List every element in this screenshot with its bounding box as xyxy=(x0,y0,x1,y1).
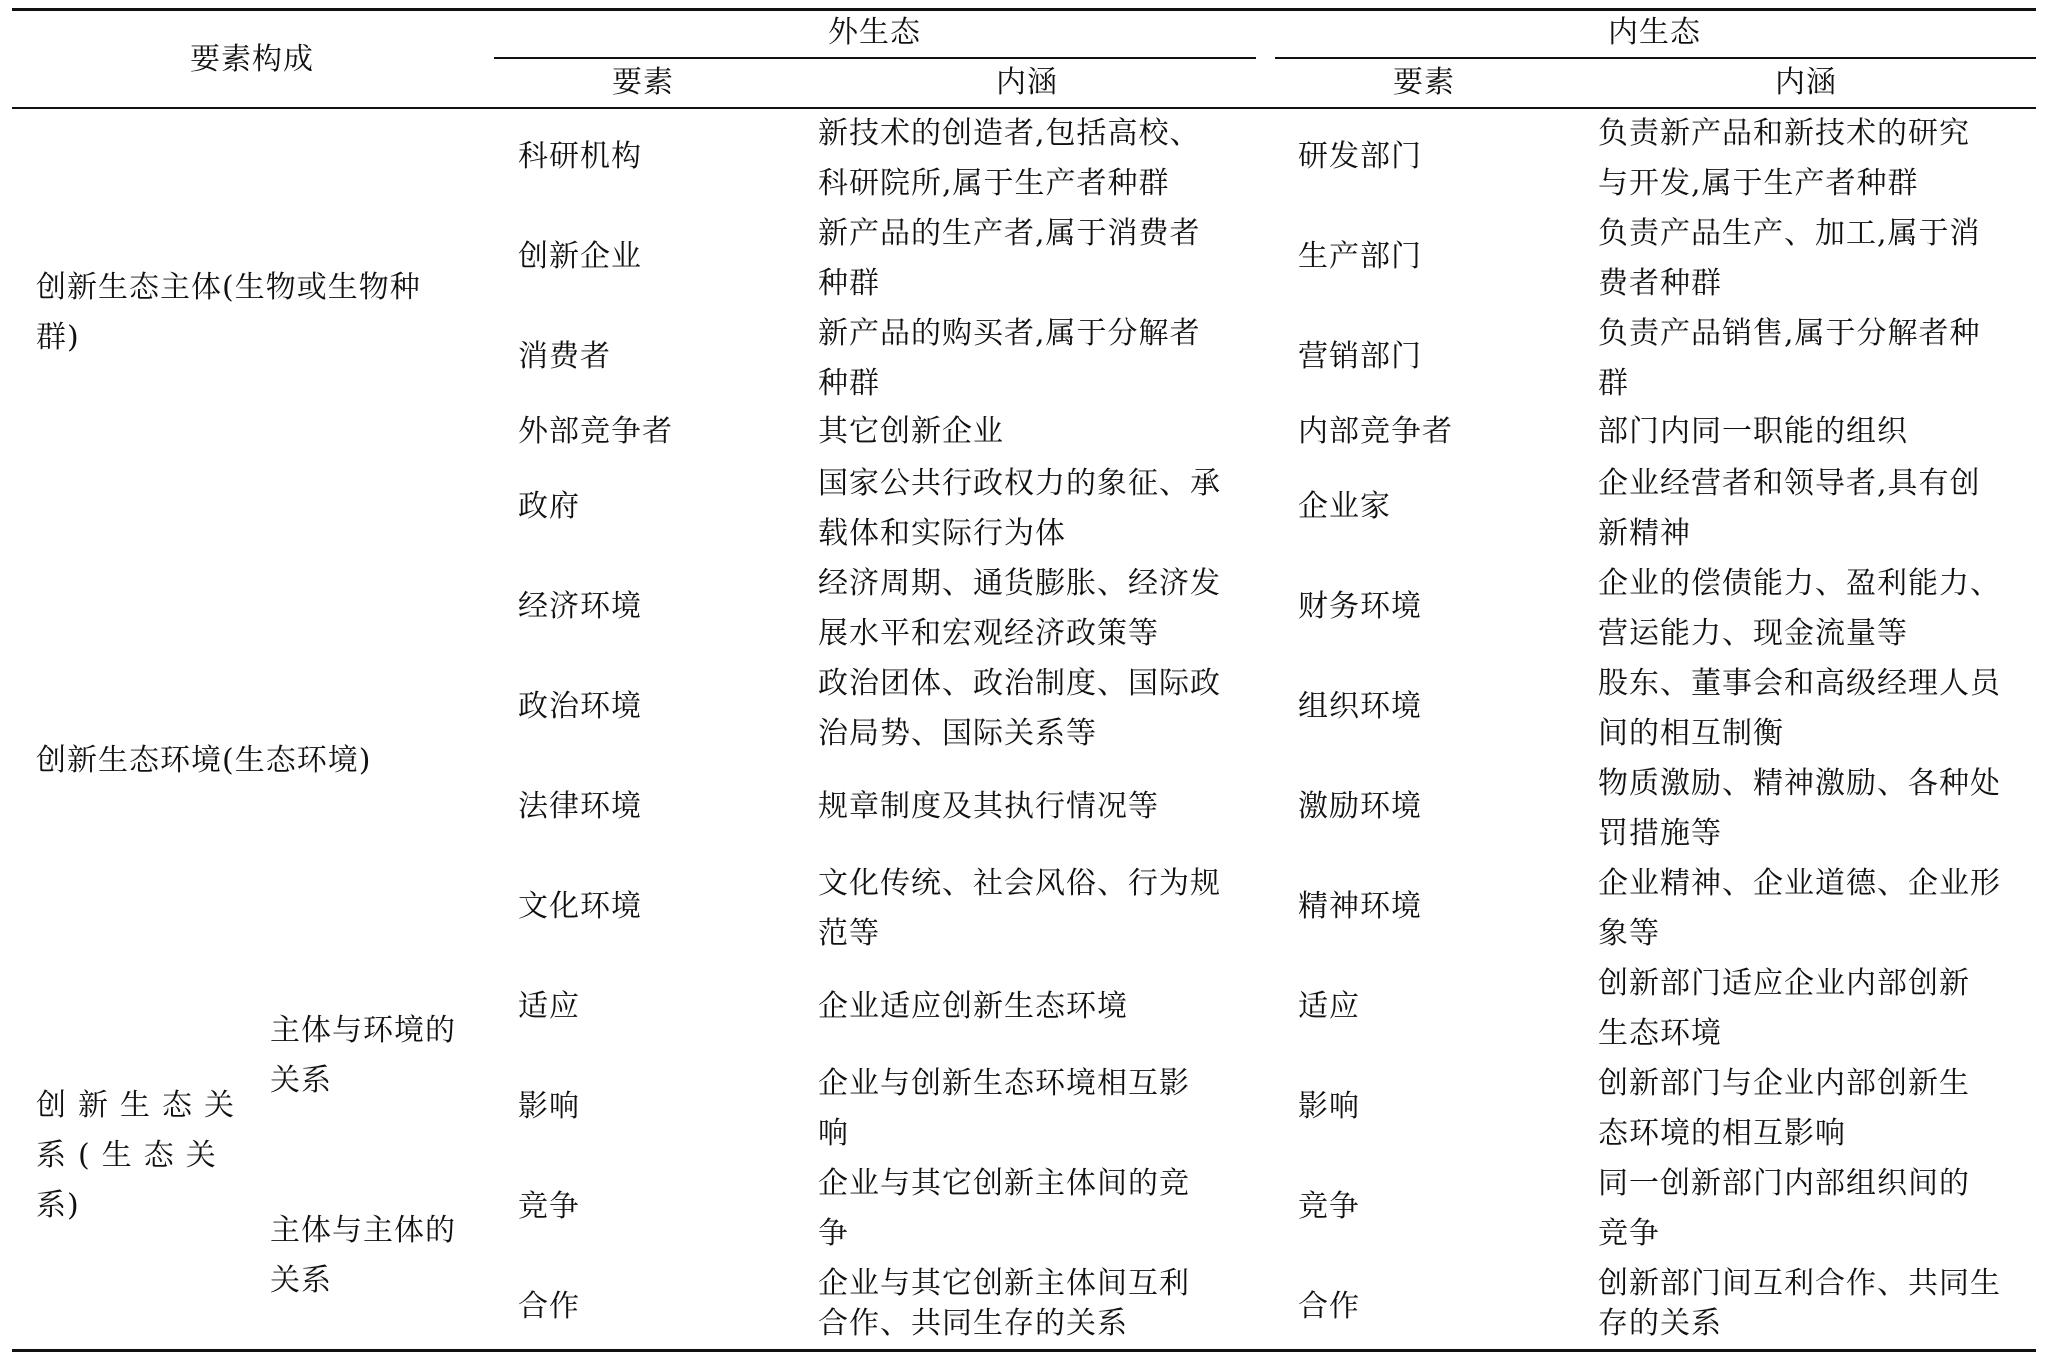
row-11-external-meaning-line1: 企业与创新生态环境相互影 xyxy=(818,1066,1190,1101)
row-13-external-meaning-line1: 企业与其它创新主体间互利 xyxy=(818,1266,1190,1301)
row-1-internal-meaning-line2: 与开发,属于生产者种群 xyxy=(1598,166,1919,201)
row-2-internal-element: 生产部门 xyxy=(1298,239,1422,274)
row-10-internal-element: 适应 xyxy=(1298,989,1360,1024)
group-relation-line1: 创新生态关 xyxy=(36,1088,246,1123)
row-12-external-meaning-line2: 争 xyxy=(818,1216,849,1251)
row-11-internal-meaning-line1: 创新部门与企业内部创新生 xyxy=(1598,1066,1970,1101)
row-1-internal-element: 研发部门 xyxy=(1298,139,1422,174)
header-internal-element: 要素 xyxy=(1393,65,1455,100)
row-1-external-meaning-line1: 新技术的创造者,包括高校、 xyxy=(818,116,1201,151)
row-3-external-meaning-line2: 种群 xyxy=(818,366,880,401)
row-11-external-meaning-line2: 响 xyxy=(818,1116,849,1151)
row-6-internal-meaning-line2: 营运能力、现金流量等 xyxy=(1598,616,1908,651)
row-5-external-meaning-line1: 国家公共行政权力的象征、承 xyxy=(818,466,1221,501)
row-9-external-element: 文化环境 xyxy=(518,889,642,924)
row-3-external-meaning-line1: 新产品的购买者,属于分解者 xyxy=(818,316,1201,351)
header-internal: 内生态 xyxy=(1608,15,1701,50)
row-11-external-element: 影响 xyxy=(518,1089,580,1124)
group-subject-line1: 创新生态主体(生物或生物种 xyxy=(36,270,421,305)
row-9-internal-element: 精神环境 xyxy=(1298,889,1422,924)
row-2-internal-meaning-line2: 费者种群 xyxy=(1598,266,1722,301)
row-4-external-meaning-line1: 其它创新企业 xyxy=(818,414,1004,449)
row-5-external-meaning-line2: 载体和实际行为体 xyxy=(818,516,1066,551)
header-external-meaning: 内涵 xyxy=(996,65,1058,100)
row-10-external-element: 适应 xyxy=(518,989,580,1024)
row-2-internal-meaning-line1: 负责产品生产、加工,属于消 xyxy=(1598,216,1981,251)
row-2-external-element: 创新企业 xyxy=(518,239,642,274)
row-8-internal-meaning-line2: 罚措施等 xyxy=(1598,816,1722,851)
group-relation-subj-line1: 主体与主体的 xyxy=(270,1213,456,1248)
row-11-internal-meaning-line2: 态环境的相互影响 xyxy=(1598,1116,1846,1151)
table-bottom-rule xyxy=(12,1349,2036,1352)
row-1-internal-meaning-line1: 负责新产品和新技术的研究 xyxy=(1598,116,1970,151)
row-12-internal-element: 竞争 xyxy=(1298,1189,1360,1224)
row-3-internal-element: 营销部门 xyxy=(1298,339,1422,374)
row-1-external-meaning-line2: 科研院所,属于生产者种群 xyxy=(818,166,1170,201)
row-5-internal-element: 企业家 xyxy=(1298,489,1391,524)
row-2-external-meaning-line1: 新产品的生产者,属于消费者 xyxy=(818,216,1201,251)
header-external-element: 要素 xyxy=(612,65,674,100)
row-5-internal-meaning-line2: 新精神 xyxy=(1598,516,1691,551)
row-7-external-meaning-line1: 政治团体、政治制度、国际政 xyxy=(818,666,1221,701)
row-13-internal-meaning-line1: 创新部门间互利合作、共同生 xyxy=(1598,1266,2001,1301)
row-3-internal-meaning-line2: 群 xyxy=(1598,366,1629,401)
row-8-internal-element: 激励环境 xyxy=(1298,789,1422,824)
row-11-internal-element: 影响 xyxy=(1298,1089,1360,1124)
group-environment: 创新生态环境(生态环境) xyxy=(36,743,372,778)
header-composition: 要素构成 xyxy=(190,42,314,77)
header-external: 外生态 xyxy=(828,15,921,50)
header-internal-meaning: 内涵 xyxy=(1775,65,1837,100)
row-7-external-meaning-line2: 治局势、国际关系等 xyxy=(818,716,1097,751)
row-12-external-meaning-line1: 企业与其它创新主体间的竞 xyxy=(818,1166,1190,1201)
table-top-rule xyxy=(12,8,2036,11)
row-7-external-element: 政治环境 xyxy=(518,689,642,724)
group-relation-env-line1: 主体与环境的 xyxy=(270,1013,456,1048)
row-9-external-meaning-line2: 范等 xyxy=(818,916,880,951)
row-9-external-meaning-line1: 文化传统、社会风俗、行为规 xyxy=(818,866,1221,901)
row-2-external-meaning-line2: 种群 xyxy=(818,266,880,301)
row-9-internal-meaning-line2: 象等 xyxy=(1598,916,1660,951)
row-10-internal-meaning-line1: 创新部门适应企业内部创新 xyxy=(1598,966,1970,1001)
row-7-internal-element: 组织环境 xyxy=(1298,689,1422,724)
group-relation-env-line2: 关系 xyxy=(270,1063,332,1098)
row-7-internal-meaning-line1: 股东、董事会和高级经理人员 xyxy=(1598,666,2001,701)
row-13-external-element: 合作 xyxy=(518,1289,580,1324)
group-subject-line2: 群) xyxy=(36,320,80,355)
row-12-internal-meaning-line1: 同一创新部门内部组织间的 xyxy=(1598,1166,1970,1201)
row-12-external-element: 竞争 xyxy=(518,1189,580,1224)
row-1-external-element: 科研机构 xyxy=(518,139,642,174)
row-6-external-meaning-line1: 经济周期、通货膨胀、经济发 xyxy=(818,566,1221,601)
row-8-internal-meaning-line1: 物质激励、精神激励、各种处 xyxy=(1598,766,2001,801)
group-relation-line2: 系(生态关 xyxy=(36,1138,228,1173)
row-5-internal-meaning-line1: 企业经营者和领导者,具有创 xyxy=(1598,466,1981,501)
row-4-external-element: 外部竞争者 xyxy=(518,414,673,449)
group-relation-subj-line2: 关系 xyxy=(270,1263,332,1298)
row-6-external-element: 经济环境 xyxy=(518,589,642,624)
row-4-internal-element: 内部竞争者 xyxy=(1298,414,1453,449)
row-4-internal-meaning-line1: 部门内同一职能的组织 xyxy=(1598,414,1908,449)
row-10-external-meaning-line1: 企业适应创新生态环境 xyxy=(818,989,1128,1024)
row-6-external-meaning-line2: 展水平和宏观经济政策等 xyxy=(818,616,1159,651)
row-7-internal-meaning-line2: 间的相互制衡 xyxy=(1598,716,1784,751)
row-13-external-meaning-line2: 合作、共同生存的关系 xyxy=(818,1306,1128,1341)
row-10-internal-meaning-line2: 生态环境 xyxy=(1598,1016,1722,1051)
row-3-external-element: 消费者 xyxy=(518,339,611,374)
row-6-internal-meaning-line1: 企业的偿债能力、盈利能力、 xyxy=(1598,566,2001,601)
row-5-external-element: 政府 xyxy=(518,489,580,524)
row-9-internal-meaning-line1: 企业精神、企业道德、企业形 xyxy=(1598,866,2001,901)
row-12-internal-meaning-line2: 竞争 xyxy=(1598,1216,1660,1251)
row-3-internal-meaning-line1: 负责产品销售,属于分解者种 xyxy=(1598,316,1981,351)
group-relation-line3: 系) xyxy=(36,1188,80,1223)
row-6-internal-element: 财务环境 xyxy=(1298,589,1422,624)
row-13-internal-element: 合作 xyxy=(1298,1289,1360,1324)
row-8-external-meaning-line1: 规章制度及其执行情况等 xyxy=(818,789,1159,824)
row-8-external-element: 法律环境 xyxy=(518,789,642,824)
row-13-internal-meaning-line2: 存的关系 xyxy=(1598,1306,1722,1341)
